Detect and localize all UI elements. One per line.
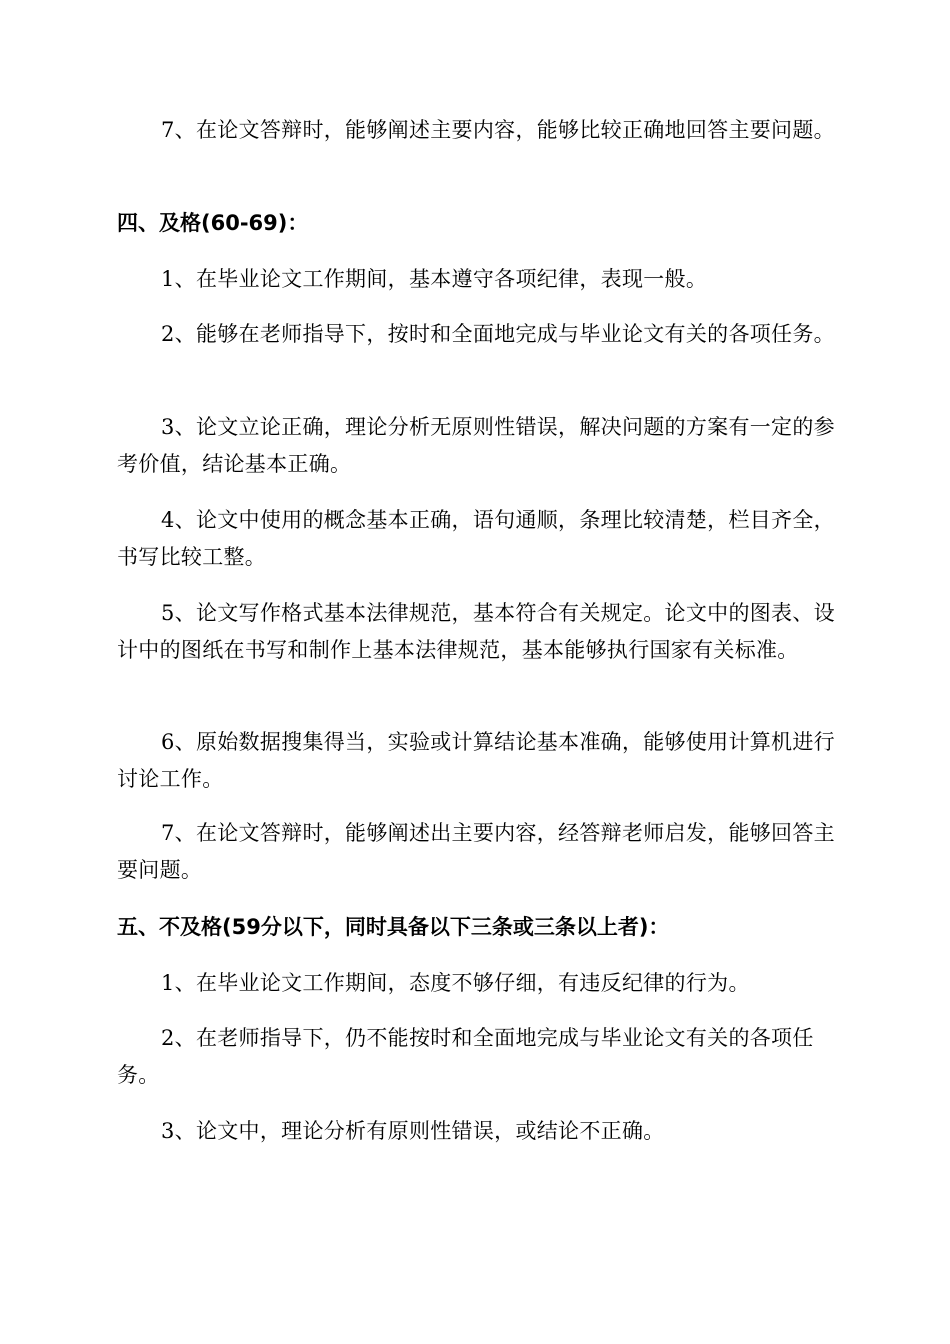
criterion-item: 3、论文立论正确，理论分析无原则性错误，解决问题的方案有一定的参考价值，结论基本正确。 (117, 415, 835, 476)
criterion-item: 4、论文中使用的概念基本正确，语句通顺，条理比较清楚，栏目齐全，书写比较工整。 (117, 508, 835, 569)
criterion-item: 6、原始数据搜集得当，实验或计算结论基本准确，能够使用计算机进行讨论工作。 (117, 730, 835, 791)
criterion-item: 1、在毕业论文工作期间，态度不够仔细，有违反纪律的行为。 (161, 971, 750, 995)
criterion-item: 2、能够在老师指导下，按时和全面地完成与毕业论文有关的各项任务。 (161, 322, 835, 346)
criterion-item: 5、论文写作格式基本法律规范，基本符合有关规定。论文中的图表、设计中的图纸在书写和制作上基本法律规范，基本能够执行国家有关标准。 (117, 601, 835, 662)
criterion-item: 7、在论文答辩时，能够阐述主要内容，能够比较正确地回答主要问题。 (161, 118, 835, 142)
criterion-item: 2、在老师指导下，仍不能按时和全面地完成与毕业论文有关的各项任务。 (117, 1026, 814, 1087)
criterion-item: 7、在论文答辩时，能够阐述出主要内容，经答辩老师启发，能够回答主要问题。 (117, 821, 835, 882)
section-heading-fail: 五、不及格(59分以下，同时具备以下三条或三条以上者)： (117, 915, 670, 939)
criterion-item: 1、在毕业论文工作期间，基本遵守各项纪律，表现一般。 (161, 267, 708, 291)
section-heading-pass: 四、及格(60-69)： (117, 211, 309, 235)
criterion-item: 3、论文中，理论分析有原则性错误，或结论不正确。 (161, 1119, 665, 1143)
